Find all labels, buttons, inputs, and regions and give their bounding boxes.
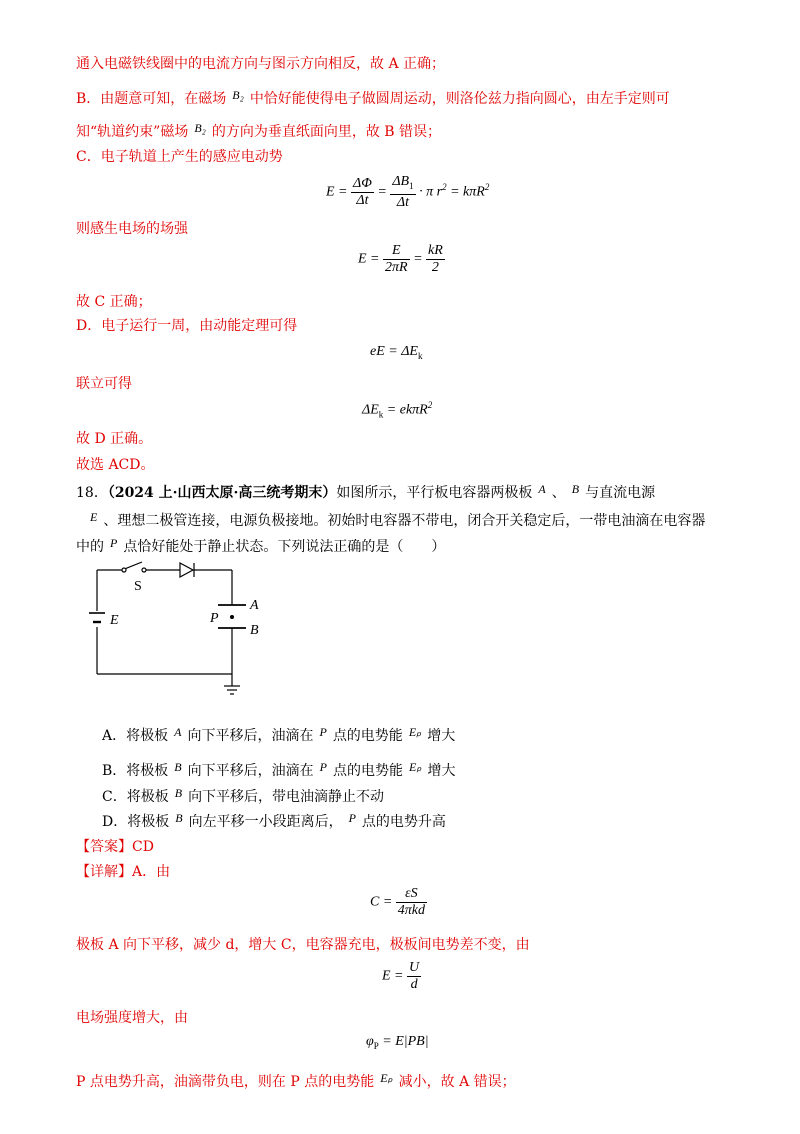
- plate-b-label: B: [250, 623, 259, 638]
- circuit-diagram: [80, 560, 280, 700]
- answer-line: 【答案】CD: [76, 839, 154, 855]
- option-c[interactable]: C．将极板 B 向下平移后，带电油滴静止不动: [102, 786, 385, 805]
- point-p-label: P: [210, 611, 219, 626]
- text-line: D．电子运行一周，由动能定理可得: [76, 318, 298, 334]
- text-line: 则感生电场的场强: [76, 221, 188, 237]
- equation-result: $\Delta E_k = ek\pi R^2$: [362, 400, 433, 420]
- option-d[interactable]: D．将极板 B 向左平移一小段距离后， P 点的电势升高: [102, 811, 446, 830]
- text-line: 联立可得: [76, 376, 132, 392]
- text-line: 故选 ACD。: [76, 457, 155, 473]
- text-line: 通入电磁铁线圈中的电流方向与图示方向相反，故 A 正确；: [76, 56, 446, 72]
- detail-line: 极板 A 向下平移，减少 d，增大 C，电容器充电，极板间电势差不变，由: [76, 937, 530, 953]
- detail-line: 电场强度增大，由: [76, 1010, 188, 1026]
- equation-potential: $\varphi_P = E|PB|$: [366, 1034, 429, 1051]
- question-line: 18．（2024 上·山西太原·高三统考期末）如图所示，平行板电容器两极板 A 、 B 与直流电源: [76, 482, 656, 501]
- detail-line: 【详解】A．由: [76, 864, 171, 880]
- symbol-b2: B₂: [232, 88, 244, 102]
- switch-label: S: [134, 579, 142, 594]
- text-line: 故 D 正确。: [76, 431, 153, 447]
- equation-capacitance: C = $\frac{\varepsilon S}{\text{4πkd}}$: [370, 886, 426, 918]
- oil-drop-point: [230, 615, 234, 619]
- text-line: 故 C 正确；: [76, 294, 152, 310]
- battery-label: E: [110, 613, 119, 628]
- text-line: 知“轨道约束”磁场 B₂ 的方向为垂直纸面向里，故 B 错误；: [76, 122, 441, 142]
- text-line: C．电子轨道上产生的感应电动势: [76, 149, 283, 165]
- detail-line: P 点电势升高，油滴带负电，则在 P 点的电势能 Eₚ 减小，故 A 错误；: [76, 1071, 516, 1090]
- equation-emf: E = $\frac{\Delta\Phi}{\Delta t}$ = $\frac{\Delta B_1}{\Delta t}$ · π $r^2 = k\pi R^2$: [326, 174, 490, 210]
- equation-field: E = $\frac{E}{2\pi R}$ = $\frac{kR}{2}$: [358, 243, 443, 275]
- option-b[interactable]: B．将极板 B 向下平移后，油滴在 P 点的电势能 Eₚ 增大: [102, 760, 456, 779]
- text-line: B．由题意可知，在磁场 B₂ 中恰好能使得电子做圆周运动，则洛伦兹力指向圆心，由左手定则可: [76, 89, 670, 109]
- question-line: 中的 P 点恰好能处于静止状态。下列说法正确的是（ ）: [76, 536, 446, 555]
- answer-value: CD: [132, 839, 154, 855]
- option-a[interactable]: A．将极板 A 向下平移后，油滴在 P 点的电势能 Eₚ 增大: [102, 725, 456, 744]
- equation-energy: eE = $\Delta E_k$: [370, 344, 423, 361]
- symbol-b2: B₂: [194, 121, 206, 135]
- question-source: （2024 上·山西太原·高三统考期末）: [107, 485, 337, 501]
- plate-a-label: A: [250, 598, 259, 613]
- equation-e-ud: E = $\frac{U}{d}$: [382, 960, 420, 992]
- question-line: E 、理想二极管连接，电源负极接地。初始时电容器不带电，闭合开关稳定后，一带电油滴在电容器: [90, 510, 706, 529]
